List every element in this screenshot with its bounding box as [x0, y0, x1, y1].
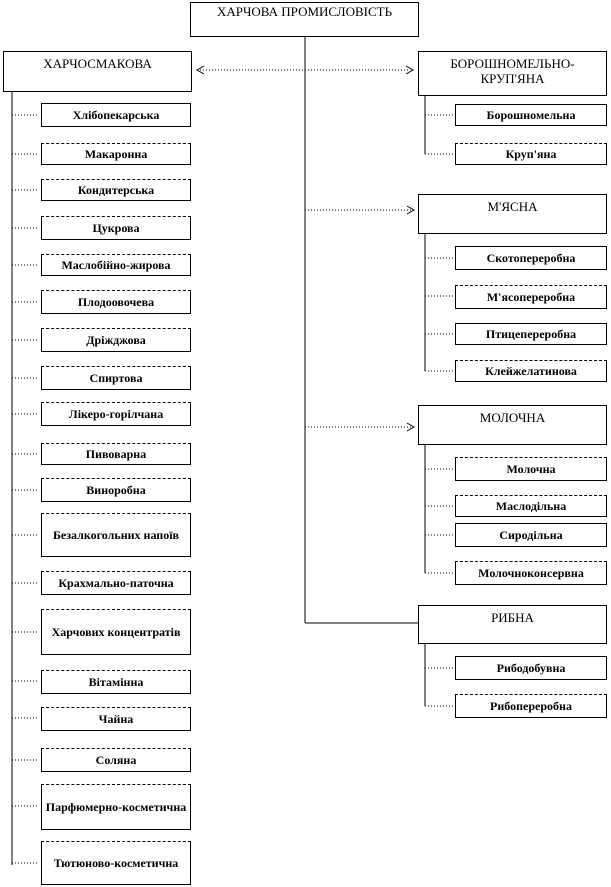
left-item [41, 290, 191, 314]
left-item [41, 366, 191, 390]
item-label: Дріжджова [86, 333, 146, 347]
left-item [41, 143, 191, 165]
left-item [41, 216, 191, 240]
right-item [455, 561, 607, 585]
item-label: Харчових концентратів [51, 625, 181, 639]
right-item [455, 285, 607, 309]
left-item [41, 748, 191, 772]
right-group-title: БОРОШНОМЕЛЬНО-КРУП'ЯНА [450, 56, 575, 86]
item-label: М'ясопереробна [486, 290, 576, 304]
item-label: Крахмально-паточна [58, 576, 174, 590]
item-label: Чайна [98, 712, 134, 726]
left-item [41, 443, 191, 465]
left-group-title: ХАРЧОСМАКОВА [43, 56, 152, 71]
left-item [41, 841, 191, 885]
right-item [455, 694, 607, 718]
root-title: ХАРЧОВА ПРОМИСЛОВІСТЬ [216, 4, 393, 19]
left-branches [12, 115, 39, 863]
item-label: Клейжелатинова [485, 364, 577, 378]
left-item [41, 254, 191, 276]
item-label: Рибодобувна [496, 661, 566, 675]
left-item [41, 670, 191, 694]
item-label: Молочна [506, 462, 556, 476]
right-item [455, 246, 607, 270]
item-label: Маслобійно-жирова [61, 258, 171, 272]
item-label: Борошномельна [486, 108, 576, 122]
right-group-title: М'ЯСНА [487, 199, 538, 214]
root-box [190, 2, 419, 37]
right-item [455, 656, 607, 680]
left-item [41, 103, 191, 127]
right-group-title: МОЛОЧНА [479, 410, 546, 425]
left-item [41, 609, 191, 655]
item-label: Рибопереробна [490, 699, 572, 713]
item-label: Спиртова [89, 371, 143, 385]
item-label: Кондитерська [77, 183, 155, 197]
left-item [41, 328, 191, 352]
right-item [455, 104, 607, 126]
item-label: Плодоовочева [77, 295, 155, 309]
item-label: Цукрова [92, 221, 140, 235]
left-item [41, 402, 191, 426]
right-item [455, 495, 607, 517]
right-group-head [418, 51, 607, 96]
left-item [41, 478, 191, 502]
item-label: Пивоварна [85, 447, 147, 461]
item-label: Парфюмерно-косметична [45, 800, 187, 814]
item-label: Хлібопекарська [72, 108, 160, 122]
right-group-head [418, 405, 607, 445]
right-item [455, 323, 607, 345]
item-label: Соляна [95, 753, 137, 767]
item-label: Макаронна [84, 147, 148, 161]
left-item [41, 707, 191, 731]
right-group-head [418, 194, 607, 234]
right-item [455, 360, 607, 382]
item-label: Птицепереробна [485, 327, 577, 341]
left-item [41, 513, 191, 557]
item-label: Вітамінна [88, 675, 144, 689]
right-item [455, 457, 607, 481]
item-label: Скотопереробна [486, 251, 576, 265]
left-item [41, 571, 191, 595]
right-group-head [418, 605, 607, 644]
left-group-head [3, 51, 192, 92]
right-item [455, 523, 607, 547]
item-label: Виноробна [86, 483, 146, 497]
right-group-title: РИБНА [491, 610, 534, 625]
item-label: Тютюново-косметична [53, 856, 179, 870]
item-label: Сиродільна [499, 528, 563, 542]
item-label: Маслодільна [495, 499, 567, 513]
left-item [41, 784, 191, 830]
item-label: Безалкогольних напоїв [52, 528, 180, 542]
item-label: Молочноконсервна [478, 566, 584, 580]
item-label: Лікеро-горілчана [68, 407, 164, 421]
right-item [455, 143, 607, 165]
left-item [41, 179, 191, 201]
item-label: Круп'яна [505, 147, 557, 161]
